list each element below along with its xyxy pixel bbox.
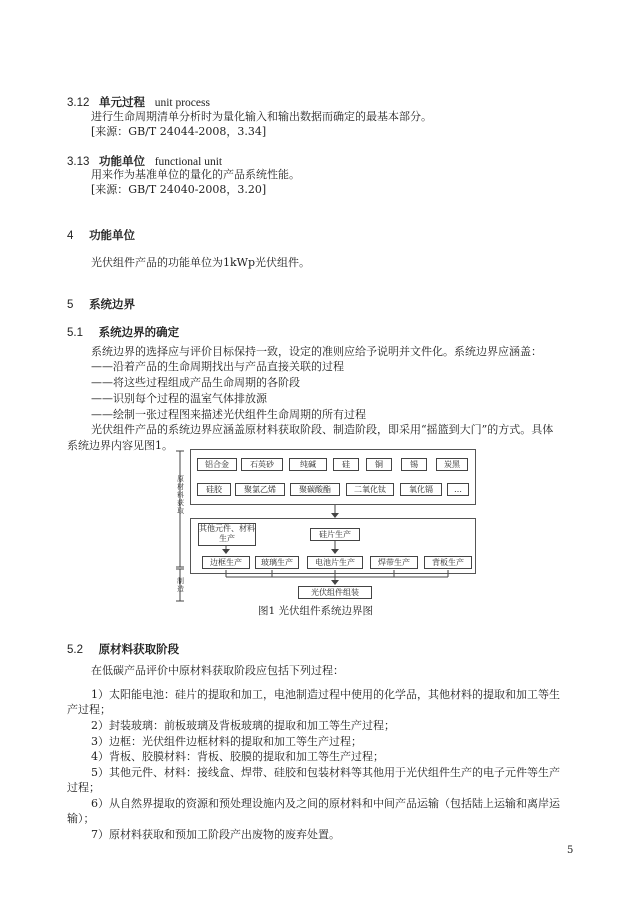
list-item: ——绘制一张过程图来描述光伏组件生命周期的所有过程 (91, 408, 366, 421)
section-number: 4 (67, 230, 74, 242)
material-box: 铝合金 (197, 458, 237, 471)
section-title: 原材料获取阶段 (98, 642, 180, 656)
section-5-1-intro: 系统边界的选择应与评价目标保持一致，设定的准则应给予说明并文件化。系统边界应涵盖： (91, 345, 542, 358)
section-4-body: 光伏组件产品的功能单位为1kWp光伏组件。 (91, 256, 311, 269)
list-item: 2）封装玻璃：前板玻璃及背板玻璃的提取和加工等生产过程； (91, 719, 395, 732)
system-boundary-figure (165, 447, 482, 605)
material-box: 硅胶 (197, 483, 231, 496)
assembly-box: 光伏组件组装 (298, 586, 372, 599)
section-3-12-source: [来源：GB/T 24044-2008，3.34] (91, 125, 267, 138)
section-number: 3.13 (67, 156, 90, 168)
section-3-13-heading (67, 154, 222, 169)
wafer-box: 硅片生产 (310, 528, 360, 541)
mfg-box: 背板生产 (424, 556, 472, 569)
section-4-heading (67, 228, 135, 243)
section-3-13-source: [来源：GB/T 24040-2008，3.20] (91, 183, 267, 196)
list-item: 5）其他元件、材料：接线盒、焊带、硅胶和包装材料等其他用于光伏组件生产的电子元件等生产 (91, 766, 560, 779)
material-box: 石英砂 (241, 458, 283, 471)
material-box: 硅 (333, 458, 359, 471)
section-3-12-body: 进行生命周期清单分析时为量化输入和输出数据而确定的最基本部分。 (91, 110, 432, 123)
section-5-1-paragraph-line2: 系统边界内容见图1。 (67, 439, 173, 452)
other-parts-box: 其他元件、材料生产 (198, 523, 256, 546)
list-item-continuation: 产过程； (67, 703, 111, 716)
list-item: 7）原材料获取和预加工阶段产出废物的废弃处置。 (91, 828, 340, 841)
stage-label-raw-materials: 原材料获取 (177, 475, 184, 515)
list-item: 6）从自然界提取的资源和预处理设施内及之间的原材料和中间产品运输（包括陆上运输和离岸运 (91, 797, 560, 810)
material-box: 炭黑 (436, 458, 468, 471)
list-item: ——沿着产品的生命周期找出与产品直接关联的过程 (91, 360, 344, 373)
material-box: 氧化镉 (400, 483, 442, 496)
section-3-12-heading (67, 95, 210, 110)
material-box: 聚氯乙烯 (235, 483, 285, 496)
section-5-heading (67, 297, 135, 312)
material-box: 二氧化钛 (346, 483, 394, 496)
mfg-box: 焊带生产 (370, 556, 418, 569)
list-item-continuation: 输）； (67, 812, 95, 825)
mfg-box: 玻璃生产 (255, 556, 299, 569)
list-item: ——将这些过程组成产品生命周期的各阶段 (91, 376, 300, 389)
list-item: ——识别每个过程的温室气体排放源 (91, 392, 267, 405)
term-cn: 功能单位 (99, 154, 146, 168)
section-5-2-heading (67, 642, 179, 657)
section-title: 系统边界的确定 (98, 325, 180, 339)
section-title: 功能单位 (89, 228, 136, 242)
material-box: 纯碱 (289, 458, 327, 471)
section-number: 3.12 (67, 97, 90, 109)
term-en: functional unit (154, 156, 223, 168)
material-box: 锡 (401, 458, 427, 471)
list-item: 3）边框：光伏组件边框材料的提取和加工等生产过程； (91, 735, 362, 748)
section-5-2-intro: 在低碳产品评价中原材料获取阶段应包括下列过程： (91, 664, 344, 677)
section-number: 5 (67, 299, 74, 311)
term-cn: 单元过程 (99, 95, 146, 109)
section-5-1-heading (67, 325, 179, 340)
list-item: 1）太阳能电池：硅片的提取和加工，电池制造过程中使用的化学品，其他材料的提取和加工等生 (91, 688, 560, 701)
section-title: 系统边界 (89, 297, 136, 311)
figure-caption: 图1 光伏组件系统边界图 (258, 605, 374, 617)
stage-label-manufacturing: 制造 (177, 577, 184, 593)
mfg-box: 边框生产 (202, 556, 250, 569)
section-3-13-body: 用来作为基准单位的量化的产品系统性能。 (91, 168, 300, 181)
page-number: 5 (567, 845, 574, 856)
section-number: 5.1 (67, 327, 83, 339)
list-item-continuation: 过程； (67, 781, 100, 794)
material-box: 铜 (366, 458, 392, 471)
term-en: unit process (154, 97, 210, 109)
section-5-1-paragraph-line1: 光伏组件产品的系统边界应涵盖原材料获取阶段、制造阶段，即采用“摇篮到大门”的方式。具体 (91, 423, 554, 436)
material-box: … (447, 483, 469, 496)
mfg-box: 电池片生产 (307, 556, 363, 569)
list-item: 4）背板、胶膜材料：背板、胶膜的提取和加工等生产过程； (91, 750, 384, 763)
section-number: 5.2 (67, 644, 83, 656)
material-box: 聚碳酸酯 (290, 483, 340, 496)
